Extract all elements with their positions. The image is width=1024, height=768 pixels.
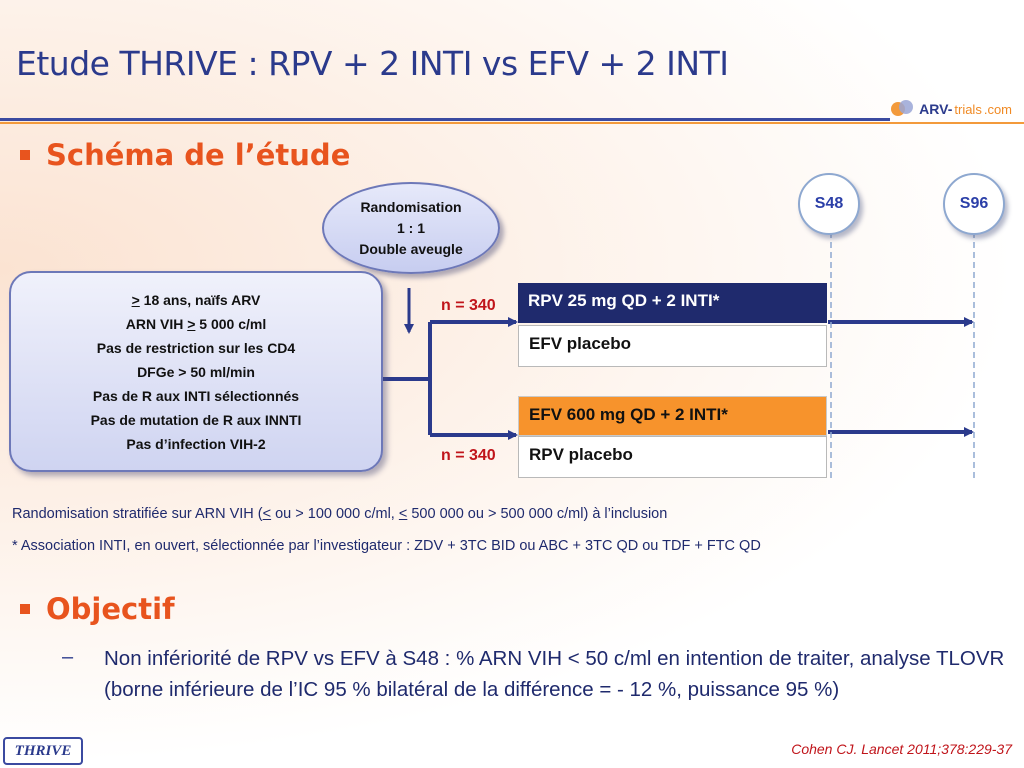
logo-text-accent: trials	[954, 101, 982, 117]
criteria-innti-mutation: Pas de mutation de R aux INNTI	[90, 411, 302, 428]
footnote-inti: * Association INTI, en ouvert, sélectionnée par l’investigateur : ZDV + 3TC BID ou ABC + 3TC QD ou TDF + FTC QD	[12, 538, 761, 554]
randomisation-line1: Randomisation	[360, 198, 462, 215]
randomisation-line2: 1 : 1	[396, 219, 425, 236]
criteria-dfge: DFGe > 50 ml/min	[137, 363, 255, 380]
timepoint-s48: S48	[798, 173, 860, 235]
study-badge: THRIVE	[3, 737, 83, 765]
stratification-note: Randomisation stratifiée sur ARN VIH (< ou > 100 000 c/ml, < 500 000 ou > 500 000 c/ml) à l’inclusion	[12, 506, 668, 522]
randomisation-line3: Double aveugle	[359, 240, 463, 257]
criteria-cd4: Pas de restriction sur les CD4	[96, 339, 296, 356]
arm2-n-label: n = 340	[441, 447, 496, 464]
section-heading-label: Objectif	[46, 592, 175, 626]
arm2-placebo: RPV placebo	[518, 436, 827, 478]
arm1-active-treatment: RPV 25 mg QD + 2 INTI*	[518, 283, 827, 323]
square-bullet-icon	[20, 604, 30, 614]
section-heading-objectif	[20, 592, 175, 626]
objective-text: Non infériorité de RPV vs EFV à S48 : % ARN VIH < 50 c/ml en intention de traiter, analyse TLOVR (borne inférieure de l’IC 95 % bilatéral de la différence = - 12 %, puissance 95 %)	[104, 647, 1005, 701]
citation: Cohen CJ. Lancet 2011;378:229-37	[791, 741, 1012, 757]
logo-text-suffix: .com	[983, 101, 1012, 117]
inclusion-criteria-box	[9, 271, 383, 472]
randomisation-oval	[322, 182, 500, 274]
timepoint-s96: S96	[943, 173, 1005, 235]
page-title: Etude THRIVE : RPV + 2 INTI vs EFV + 2 INTI	[16, 44, 729, 83]
criteria-viral-load: ARN VIH > 5 000 c/ml	[125, 315, 267, 332]
logo-text-main: ARV-	[919, 101, 953, 117]
dash-bullet-icon: –	[62, 646, 74, 668]
section-heading-label: Schéma de l’étude	[46, 138, 351, 172]
arm1-placebo: EFV placebo	[518, 325, 827, 367]
arm1-n-label: n = 340	[441, 297, 496, 314]
arm2-active-treatment: EFV 600 mg QD + 2 INTI*	[518, 396, 827, 436]
criteria-hiv2: Pas d’infection VIH-2	[126, 435, 266, 452]
criteria-age: > 18 ans, naïfs ARV	[131, 291, 261, 308]
criteria-inti-resistance: Pas de R aux INTI sélectionnés	[92, 387, 300, 404]
